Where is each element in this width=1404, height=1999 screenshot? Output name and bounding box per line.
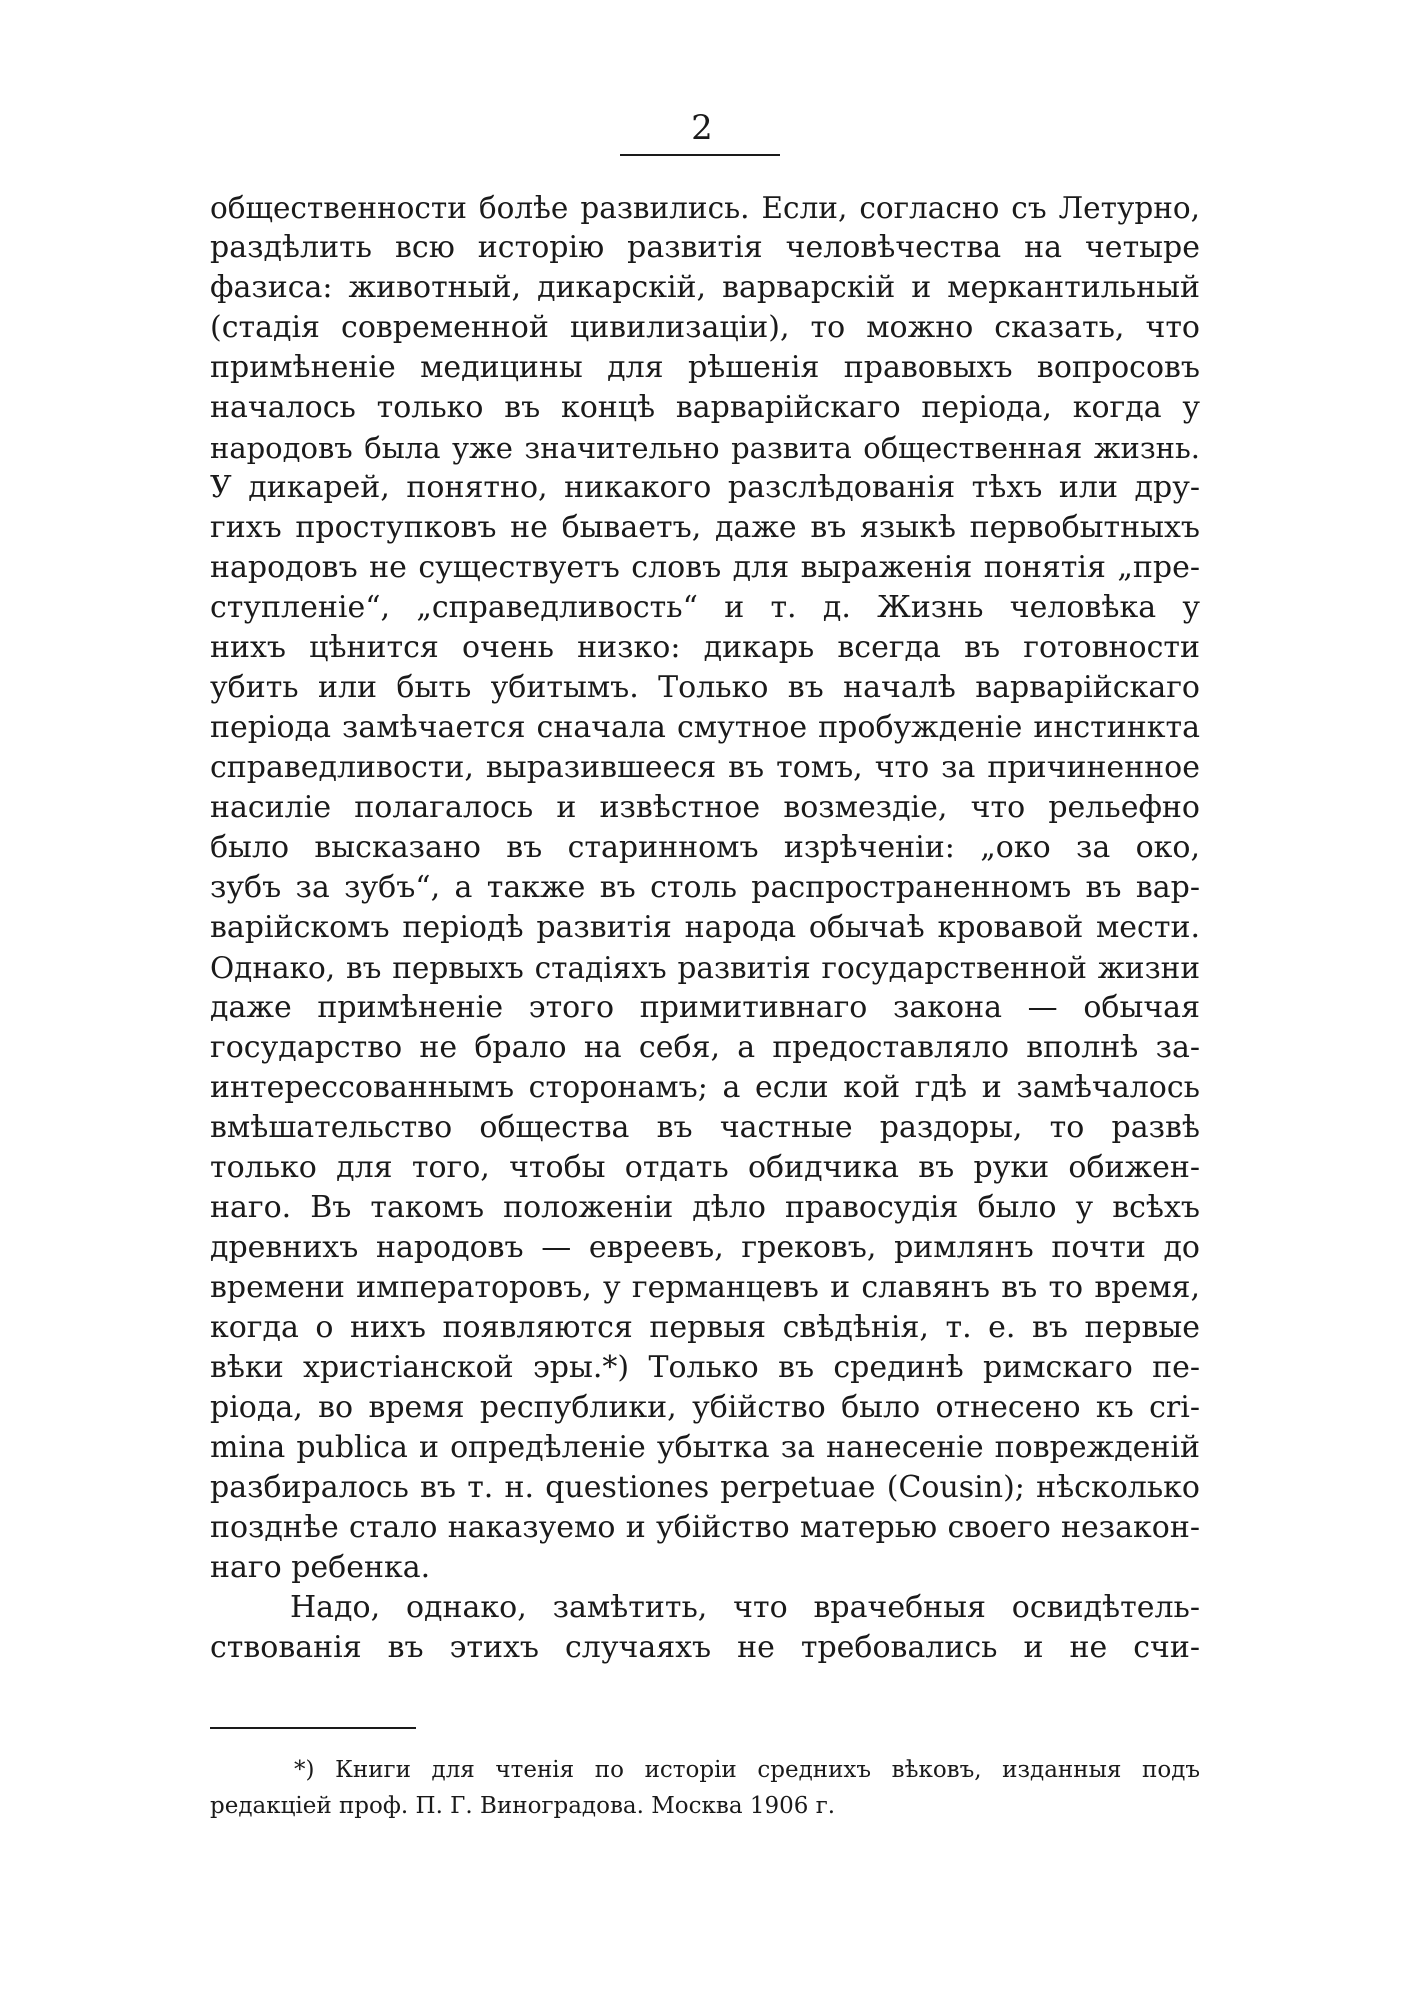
text-line: позднѣе стало наказуемо и убійство матерью своего незакон-	[210, 1510, 1200, 1545]
text-line: наго. Въ такомъ положеніи дѣло правосудія было у всѣхъ	[210, 1190, 1200, 1225]
text-line: mina publica и опредѣленіе убытка за нанесеніе поврежденій	[210, 1430, 1200, 1465]
text-line: интерессованнымъ сторонамъ; а если кой гдѣ и замѣчалось	[210, 1070, 1200, 1105]
text-line: древнихъ народовъ — евреевъ, грековъ, римлянъ почти до	[210, 1230, 1200, 1265]
text-line: зубъ за зубъ“, а также въ столь распространенномъ въ вар-	[210, 870, 1200, 905]
text-line: нихъ цѣнится очень низко: дикарь всегда въ готовности	[210, 630, 1200, 665]
footnote	[210, 1752, 1200, 1824]
footnote-line: редакціей проф. П. Г. Виноградова. Москва 1906 г.	[210, 1793, 836, 1819]
text-line: когда о нихъ появляются первыя свѣдѣнія, т. е. въ первые	[210, 1310, 1200, 1345]
text-line: было высказано въ старинномъ изрѣченіи: „око за око,	[210, 830, 1200, 865]
text-line: раздѣлить всю исторію развитія человѣчества на четыре	[210, 230, 1200, 265]
text-line: Однако, въ первыхъ стадіяхъ развитія государственной жизни	[210, 951, 1200, 985]
text-line: государство не брало на себя, а предоставляло вполнѣ за-	[210, 1030, 1200, 1065]
text-line: фазиса: животный, дикарскій, варварскій и меркантильный	[210, 270, 1200, 305]
page-number: 2	[691, 108, 713, 148]
header-rule	[620, 154, 780, 156]
text-line: началось только въ концѣ варварійскаго періода, когда у	[210, 390, 1200, 425]
text-line: гихъ проступковъ не бываетъ, даже въ языкѣ первобытныхъ	[210, 510, 1200, 545]
footnote-rule	[210, 1727, 416, 1729]
body-text	[210, 188, 1200, 1668]
text-line: общественности болѣе развились. Если, согласно съ Летурно,	[210, 191, 1200, 225]
text-line: справедливости, выразившееся въ томъ, что за причиненное	[210, 750, 1200, 785]
footnote-line: *) Книги для чтенія по исторіи среднихъ вѣковъ, изданныя подъ	[294, 1757, 1200, 1783]
paragraph-start-line: Надо, однако, замѣтить, что врачебныя освидѣтель-	[290, 1590, 1200, 1625]
text-line: У дикарей, понятно, никакого разслѣдованія тѣхъ или дру-	[210, 470, 1200, 505]
text-line: вѣки христіанской эры.*) Только въ срединѣ римскаго пе-	[210, 1350, 1200, 1385]
text-line: ствованія въ этихъ случаяхъ не требовались и не счи-	[210, 1630, 1200, 1665]
text-line: только для того, чтобы отдать обидчика въ руки обижен-	[210, 1150, 1200, 1185]
text-line: народовъ была уже значительно развита общественная жизнь.	[210, 431, 1200, 465]
text-line: періода замѣчается сначала смутное пробужденіе инстинкта	[210, 710, 1200, 745]
text-line: примѣненіе медицины для рѣшенія правовыхъ вопросовъ	[210, 350, 1200, 385]
text-line: разбиралось въ т. н. questiones perpetuae (Cousin); нѣсколько	[210, 1470, 1200, 1505]
text-line: наго ребенка.	[210, 1550, 431, 1585]
text-line: народовъ не существуетъ словъ для выраженія понятія „пре-	[210, 550, 1200, 585]
text-line: времени императоровъ, у германцевъ и славянъ въ то время,	[210, 1270, 1200, 1305]
text-line: даже примѣненіе этого примитивнаго закона — обычая	[210, 990, 1200, 1025]
text-line: насиліе полагалось и извѣстное возмездіе, что рельефно	[210, 790, 1200, 825]
text-line: ріода, во время республики, убійство было отнесено къ cri-	[210, 1390, 1200, 1425]
text-line: варійскомъ періодѣ развитія народа обычаѣ кровавой мести.	[210, 910, 1200, 945]
text-line: вмѣшательство общества въ частные раздоры, то развѣ	[210, 1110, 1200, 1145]
text-line: (стадія современной цивилизаціи), то можно сказать, что	[210, 310, 1200, 345]
text-line: ступленіе“, „справедливость“ и т. д. Жизнь человѣка у	[210, 590, 1200, 625]
text-line: убить или быть убитымъ. Только въ началѣ варварійскаго	[210, 670, 1200, 705]
